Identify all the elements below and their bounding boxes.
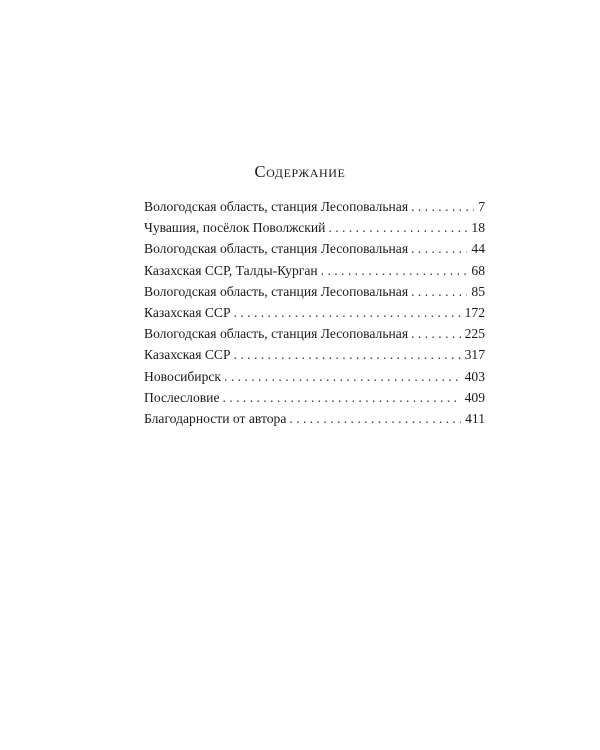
toc-entry-label: Послесловие xyxy=(144,389,220,405)
toc-entry-page: 317 xyxy=(464,347,485,363)
toc-entry-page: 44 xyxy=(471,241,485,257)
toc-entry-page: 68 xyxy=(471,262,485,278)
toc-entry xyxy=(144,387,485,408)
toc-entry-label: Новосибирск xyxy=(144,368,222,384)
toc-entry-label: Вологодская область, станция Лесоповальная xyxy=(144,241,409,257)
toc-entry-label: Вологодская область, станция Лесоповальная xyxy=(144,199,409,214)
toc-entry-label: Вологодская область, станция Лесоповальная xyxy=(144,326,409,342)
toc-list xyxy=(144,196,485,429)
toc-entry xyxy=(144,408,485,429)
toc-entry xyxy=(144,281,485,302)
toc-entry-label: Казахская ССР xyxy=(144,304,231,320)
toc-leader-dots xyxy=(234,302,461,323)
toc-entry xyxy=(144,302,485,323)
toc-entry xyxy=(144,344,485,365)
toc-entry xyxy=(144,260,485,281)
toc-leader-dots xyxy=(321,260,468,281)
toc-entry-label: Казахская ССР xyxy=(144,347,231,363)
toc-entry xyxy=(144,366,485,387)
toc-entry-label: Благодарности от автора xyxy=(144,410,287,426)
toc-entry xyxy=(144,217,485,238)
toc-leader-dots xyxy=(289,408,461,429)
toc-entry-page: 411 xyxy=(465,410,485,426)
toc-entry-page: 85 xyxy=(471,283,485,299)
toc-entry-page: 403 xyxy=(464,368,485,384)
toc-leader-dots xyxy=(234,344,461,365)
toc-leader-dots xyxy=(411,196,474,217)
toc-entry-page: 172 xyxy=(464,304,485,320)
toc-leader-dots xyxy=(411,281,467,302)
toc-leader-dots xyxy=(222,387,460,408)
toc-entry-page: 225 xyxy=(464,326,485,342)
toc-title: Содержание xyxy=(254,162,346,181)
toc-leader-dots xyxy=(224,366,461,387)
toc-entry xyxy=(144,323,485,344)
toc-leader-dots xyxy=(328,217,467,238)
toc-entry-page: 18 xyxy=(471,220,485,236)
toc-entry-label: Чувашия, посёлок Поволжский xyxy=(144,220,326,236)
toc-entry-label: Казахская ССР, Талды-Курган xyxy=(144,262,318,278)
toc-entry-page: 7 xyxy=(478,199,485,214)
toc-entry-page: 409 xyxy=(464,389,485,405)
toc-entry-label: Вологодская область, станция Лесоповальная xyxy=(144,283,409,299)
toc-entry xyxy=(144,238,485,259)
toc-entry xyxy=(144,196,485,217)
toc-leader-dots xyxy=(411,238,467,259)
toc-leader-dots xyxy=(411,323,461,344)
